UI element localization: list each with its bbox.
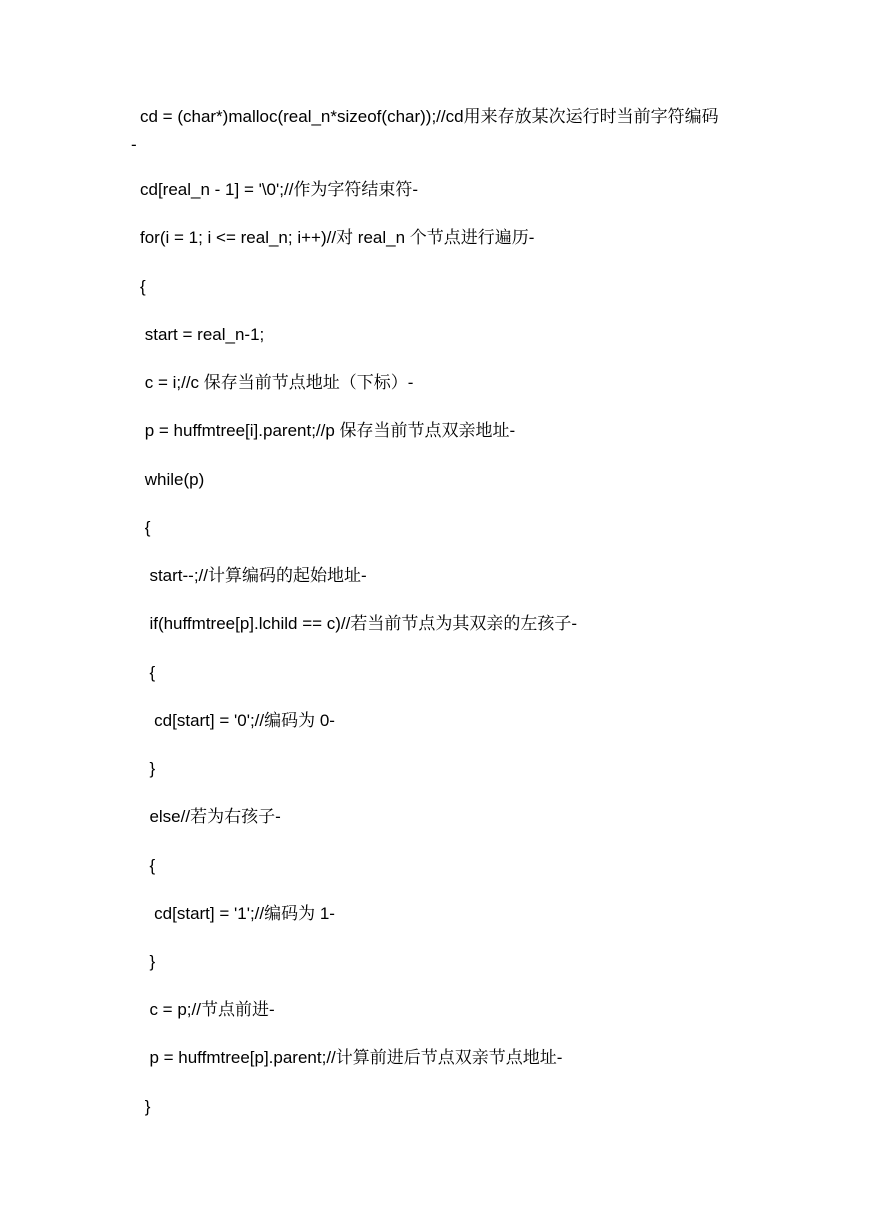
code-line-while-close-brace: }	[140, 1097, 151, 1116]
code-line-open-brace: {	[140, 277, 146, 296]
code-line-c-advance: c = p;//节点前进-	[140, 1000, 275, 1019]
code-line-terminator: cd[real_n - 1] = '\0';//作为字符结束符-	[140, 180, 419, 199]
code-line-p-assign: p = huffmtree[i].parent;//p 保存当前节点双亲地址-	[140, 421, 516, 440]
code-line-code-one: cd[start] = '1';//编码为 1-	[140, 904, 335, 923]
code-line-if-open-brace: {	[140, 663, 156, 682]
code-line-else: else//若为右孩子-	[140, 807, 281, 826]
code-line-else-open-brace: {	[140, 856, 156, 875]
code-line-malloc: cd = (char*)malloc(real_n*sizeof(char));//cd用来存放某次运行时当前字符编码	[140, 107, 719, 126]
code-line-if-close-brace: }	[140, 759, 156, 778]
code-line-c-assign: c = i;//c 保存当前节点地址（下标）-	[140, 373, 414, 392]
code-line-p-advance: p = huffmtree[p].parent;//计算前进后节点双亲节点地址-	[140, 1048, 563, 1067]
code-line-else-close-brace: }	[140, 952, 156, 971]
code-line-while: while(p)	[140, 470, 205, 489]
code-line-while-open-brace: {	[140, 518, 151, 537]
code-line-start: start = real_n-1;	[140, 325, 265, 344]
code-line-code-zero: cd[start] = '0';//编码为 0-	[140, 711, 335, 730]
code-line-if-lchild: if(huffmtree[p].lchild == c)//若当前节点为其双亲的左孩子-	[140, 614, 578, 633]
code-line-start-decrement: start--;//计算编码的起始地址-	[140, 566, 367, 585]
code-line-for-loop: for(i = 1; i <= real_n; i++)//对 real_n 个节点进行遍历-	[140, 228, 535, 247]
code-line-wrap-marker: -	[131, 135, 137, 154]
